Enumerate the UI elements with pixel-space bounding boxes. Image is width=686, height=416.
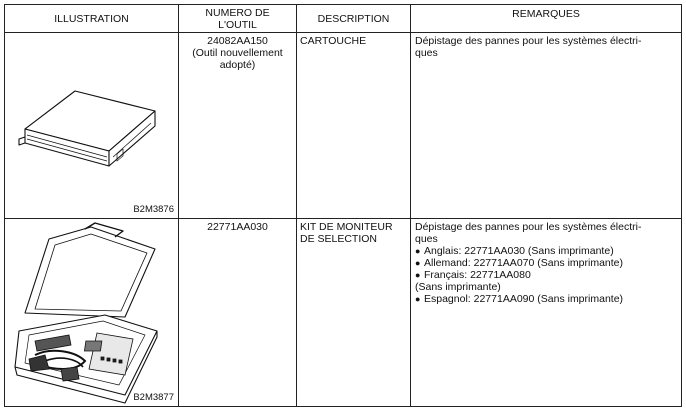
monitor-kit-image bbox=[5, 219, 179, 406]
figure-ref: B2M3877 bbox=[133, 392, 174, 403]
illustration-cell bbox=[5, 33, 179, 219]
list-item: ● Anglais: 22771AA030 (Sans imprimante) bbox=[415, 245, 614, 257]
table-row bbox=[5, 219, 682, 407]
monitor-kit-illustration bbox=[5, 219, 178, 406]
header-row bbox=[5, 5, 682, 33]
language-list bbox=[415, 245, 677, 305]
description-cell: CARTOUCHE bbox=[297, 33, 411, 219]
cartridge-illustration bbox=[5, 33, 178, 218]
remarks-cell: Dépistage des pannes pour les systèmes électri- ques bbox=[411, 33, 682, 219]
description-cell: KIT DE MONITEUR DE SELECTION bbox=[297, 219, 411, 407]
tool-number-cell: 22771AA030 bbox=[179, 219, 297, 407]
bullet-icon: ● bbox=[415, 270, 421, 280]
bullet-icon: ● bbox=[415, 258, 421, 268]
tool-number-cell: 24082AA150 (Outil nouvellement adopté) bbox=[179, 33, 297, 219]
list-item: ● Allemand: 22771AA070 (Sans imprimante) bbox=[415, 257, 624, 269]
list-item: ● Français: 22771AA080 (Sans imprimante) bbox=[415, 269, 531, 293]
list-item: ● Espagnol: 22771AA090 (Sans imprimante) bbox=[415, 293, 624, 305]
header-illustration: ILLUSTRATION bbox=[5, 5, 179, 33]
header-tool-number: NUMERO DE L'OUTIL bbox=[179, 5, 297, 33]
tools-table bbox=[4, 4, 682, 407]
remarks-cell: Dépistage des pannes pour les systèmes électri- ques ● Anglais: 22771AA030 (Sans imprimante) ● Allemand: 22771AA070 (Sans imprimante) ● Français: 22771AA080 (Sans imprimante) ● Espagnol: 22771AA090 (Sans imprimante) bbox=[411, 219, 682, 407]
cartridge-image bbox=[5, 33, 179, 218]
figure-ref: B2M3876 bbox=[133, 204, 174, 215]
bullet-icon: ● bbox=[415, 246, 421, 256]
bullet-icon: ● bbox=[415, 294, 421, 304]
header-remarks: REMARQUES bbox=[411, 5, 682, 33]
table-row bbox=[5, 33, 682, 219]
header-description: DESCRIPTION bbox=[297, 5, 411, 33]
illustration-cell bbox=[5, 219, 179, 407]
